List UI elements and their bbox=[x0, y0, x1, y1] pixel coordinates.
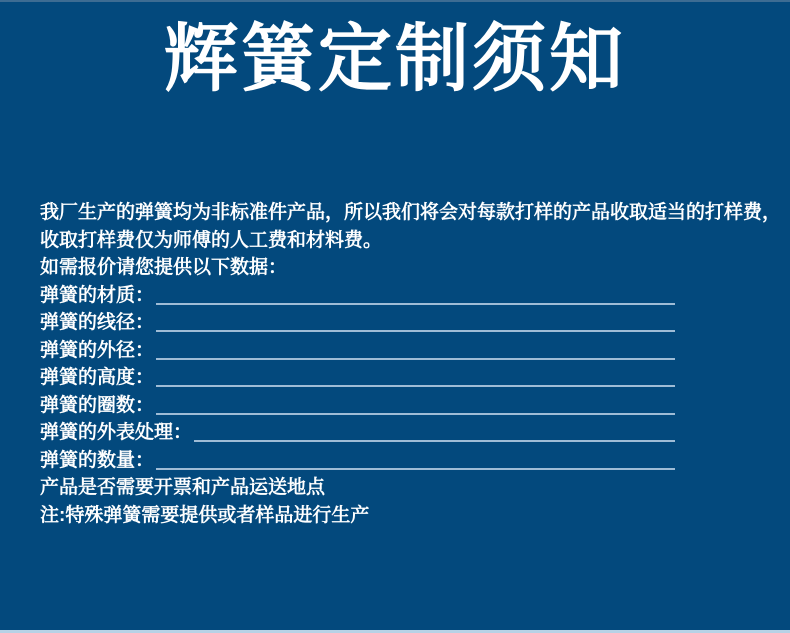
field-label-quantity: 弹簧的数量： bbox=[40, 449, 155, 471]
field-label-height: 弹簧的高度： bbox=[40, 367, 155, 388]
notice-content bbox=[40, 199, 782, 529]
field-label-wire-diameter: 弹簧的线径： bbox=[40, 312, 155, 333]
field-blank-line-outer-diameter bbox=[156, 337, 675, 360]
intro-paragraph-line: 我厂生产的弹簧均为非标准件产品，所以我们将会对每款打样的产品收取适当的打样费， bbox=[40, 202, 782, 223]
invoice-shipping-note: 产品是否需要开票和产品运送地点 bbox=[40, 477, 326, 498]
field-row-quantity bbox=[40, 447, 675, 475]
field-label-coil-count: 弹簧的圈数： bbox=[40, 394, 155, 416]
field-row-wire-diameter bbox=[40, 309, 675, 337]
field-blank-line-material bbox=[156, 282, 675, 305]
data-request-heading: 如需报价请您提供以下数据： bbox=[40, 257, 288, 278]
field-blank-line-coil-count bbox=[156, 392, 675, 415]
field-row-outer-diameter bbox=[40, 337, 675, 365]
special-spring-note: 注:特殊弹簧需要提供或者样品进行生产 bbox=[40, 504, 370, 526]
field-row-coil-count bbox=[40, 392, 675, 420]
field-blank-line-quantity bbox=[156, 447, 675, 470]
field-row-surface-treatment bbox=[40, 419, 675, 447]
field-blank-line-height bbox=[156, 364, 675, 387]
field-label-material: 弹簧的材质： bbox=[40, 284, 155, 306]
field-row-height bbox=[40, 364, 675, 392]
field-label-surface-treatment: 弹簧的外表处理： bbox=[40, 422, 193, 443]
field-blank-line-wire-diameter bbox=[156, 309, 675, 332]
intro-paragraph-line: 收取打样费仅为师傅的人工费和材料费。 bbox=[40, 229, 383, 251]
field-label-outer-diameter: 弹簧的外径： bbox=[40, 339, 155, 361]
field-blank-line-surface-treatment bbox=[194, 419, 675, 442]
field-row-material bbox=[40, 282, 675, 310]
page-title: 辉簧定制须知 bbox=[164, 17, 626, 100]
